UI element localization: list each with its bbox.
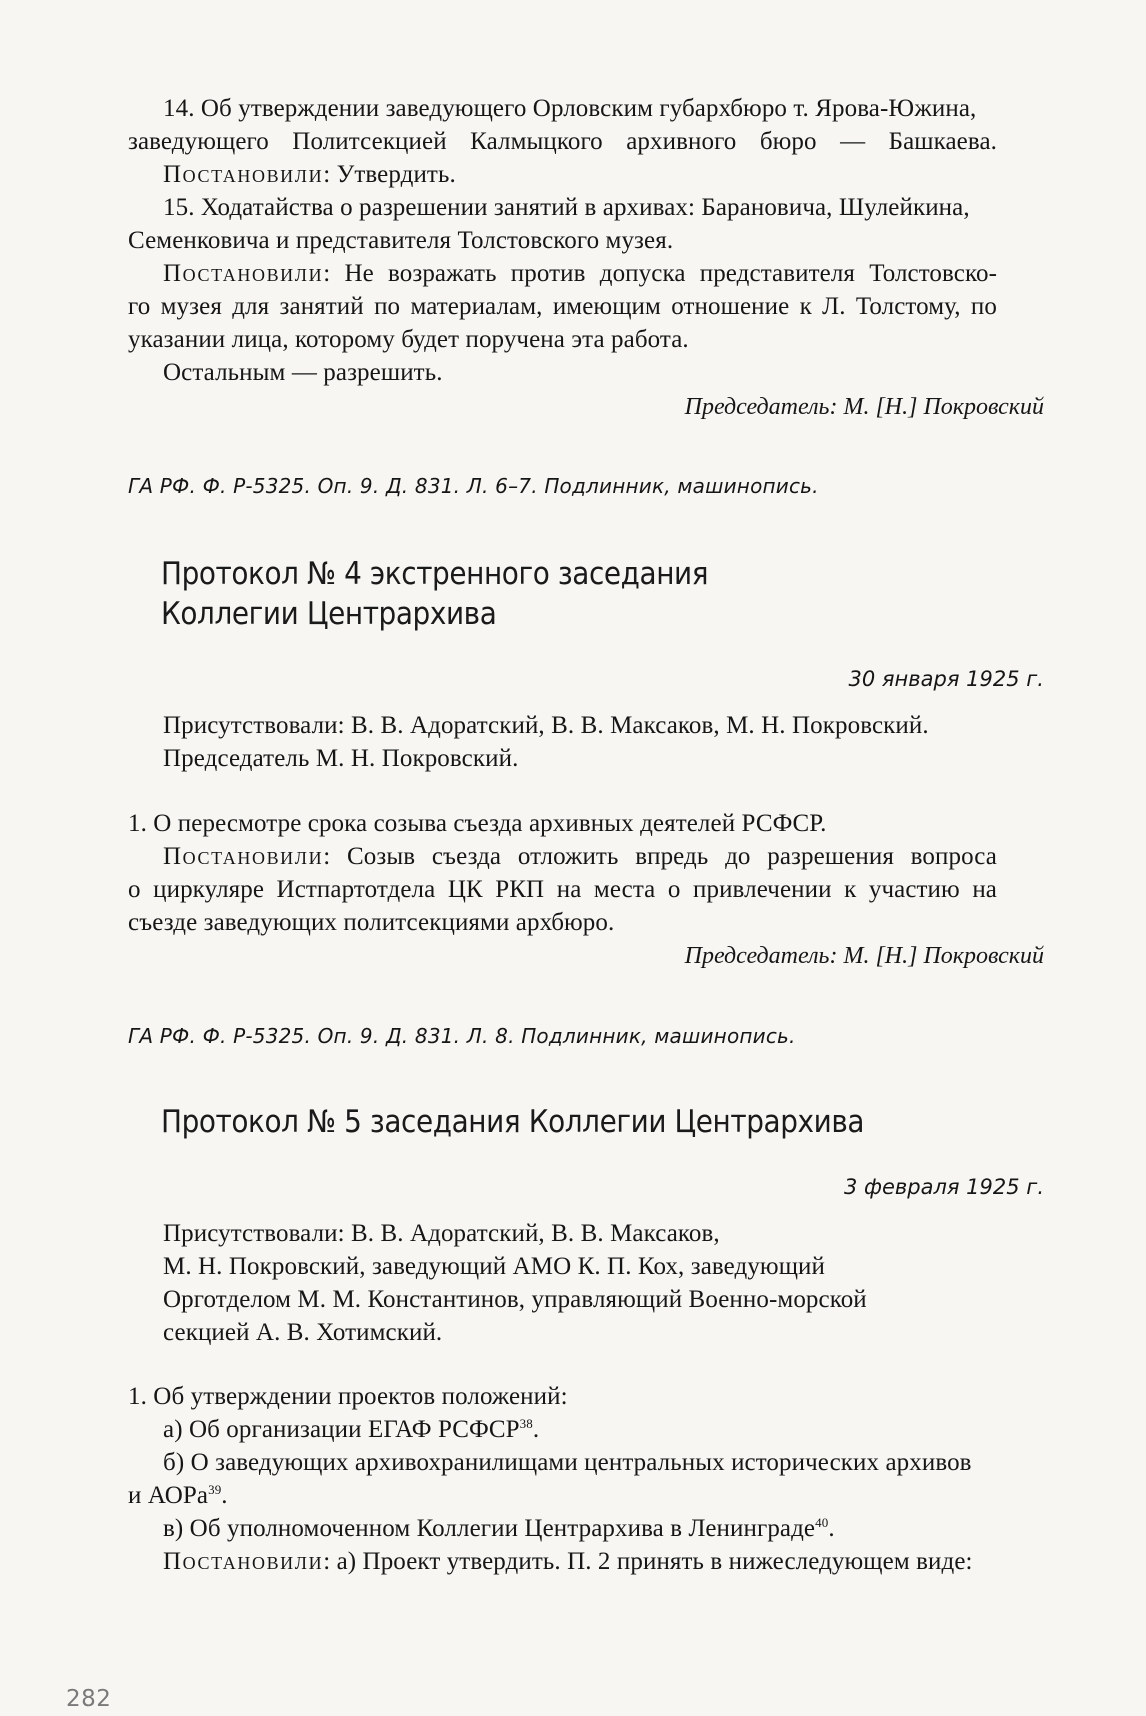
protocol-5-item-c (163, 1513, 835, 1545)
protocol-4-resolution-line-2: о циркуляре Истпартотдела ЦК РКП на места о привлечении к участию на (128, 876, 997, 903)
protocol-5-item-b-line-2 (128, 1480, 228, 1512)
protocol-5-title: Протокол № 5 заседания Коллегии Центрархива (161, 1104, 865, 1140)
protocol-4-item-1: 1. О пересмотре срока созыва съезда архивных деятелей РСФСР. (128, 810, 827, 837)
resolution-text: : Утвердить. (323, 161, 456, 188)
protocol-4-title-line-2: Коллегии Центрархива (161, 596, 497, 632)
item-15-line-1: 15. Ходатайства о разрешении занятий в архивах: Барановича, Шулейкина, (163, 194, 970, 221)
item-14-line-2: заведующего Политсекцией Калмыцкого архивного бюро — Башкаева. (128, 128, 997, 155)
footnote-ref-40[interactable]: 40 (815, 1515, 829, 1530)
chairman-signature: Председатель: М. [Н.] Покровский (684, 943, 1044, 969)
item-14-resolution (163, 159, 456, 191)
resolution-text: : Созыв съезда отложить впредь до разрешения вопроса (323, 843, 997, 870)
archive-citation: ГА РФ. Ф. Р-5325. Оп. 9. Д. 831. Л. 6–7. Подлинник, машинопись. (128, 474, 819, 498)
protocol-5-item-b-line-1: б) О заведующих архивохранилищами центральных исторических архивов (163, 1449, 972, 1476)
page-number: 282 (66, 1686, 112, 1712)
protocol-4-resolution-line-3: съезде заведующих политсекциями архбюро. (128, 909, 615, 936)
item-a-end: . (532, 1416, 540, 1443)
footnote-ref-38[interactable]: 38 (519, 1416, 533, 1431)
resolution-label: Постановили (163, 161, 324, 188)
resolution-label: Постановили (163, 843, 324, 870)
protocol-5-date: 3 февраля 1925 г. (843, 1175, 1044, 1199)
item-15-resolution-line-2: го музея для занятий по материалам, имеющим отношение к Л. Толстому, по (128, 293, 997, 320)
item-a-text: а) Об организации ЕГАФ РСФСР (163, 1416, 520, 1443)
footnote-ref-39[interactable]: 39 (208, 1482, 222, 1497)
resolution-label: Постановили (163, 260, 324, 287)
protocol-5-present-line-3: Орготделом М. М. Константинов, управляющий Военно-морской (163, 1286, 867, 1313)
item-15-resolution-line-1 (163, 258, 997, 290)
item-c-text: в) Об уполномоченном Коллегии Центрархива в Ленинграде (163, 1515, 816, 1542)
protocol-5-resolution (163, 1546, 973, 1578)
protocol-4-present: Присутствовали: В. В. Адоратский, В. В. Максаков, М. Н. Покровский. (163, 712, 929, 739)
item-15-line-2: Семенковича и представителя Толстовского музея. (128, 227, 674, 254)
resolution-label: Постановили (163, 1548, 324, 1575)
item-14-line-1: 14. Об утверждении заведующего Орловским губархбюро т. Ярова-Южина, (163, 95, 977, 122)
item-15-resolution-line-4: Остальным — разрешить. (163, 359, 443, 386)
resolution-text: : Не возражать против допуска представителя Толстовско- (323, 260, 997, 287)
protocol-5-item-1: 1. Об утверждении проектов положений: (128, 1383, 568, 1410)
item-b-text: и АОРа (128, 1482, 209, 1509)
protocol-4-resolution-line-1 (163, 841, 997, 873)
protocol-4-title-line-1: Протокол № 4 экстренного заседания (161, 556, 709, 592)
protocol-5-present-line-4: секцией А. В. Хотимский. (163, 1319, 443, 1346)
protocol-4-date: 30 января 1925 г. (848, 667, 1044, 691)
item-c-end: . (828, 1515, 835, 1542)
chairman-signature: Председатель: М. [Н.] Покровский (684, 394, 1044, 420)
archive-citation: ГА РФ. Ф. Р-5325. Оп. 9. Д. 831. Л. 8. Подлинник, машинопись. (128, 1024, 796, 1048)
item-b-end: . (221, 1482, 228, 1509)
resolution-text: : а) Проект утвердить. П. 2 принять в нижеследующем виде: (323, 1548, 973, 1575)
protocol-5-present-line-1: Присутствовали: В. В. Адоратский, В. В. Максаков, (163, 1220, 720, 1247)
protocol-4-chair: Председатель М. Н. Покровский. (163, 745, 519, 772)
item-15-resolution-line-3: указании лица, которому будет поручена эта работа. (128, 326, 689, 353)
protocol-5-item-a (163, 1414, 539, 1446)
protocol-5-present-line-2: М. Н. Покровский, заведующий АМО К. П. Кох, заведующий (163, 1253, 826, 1280)
